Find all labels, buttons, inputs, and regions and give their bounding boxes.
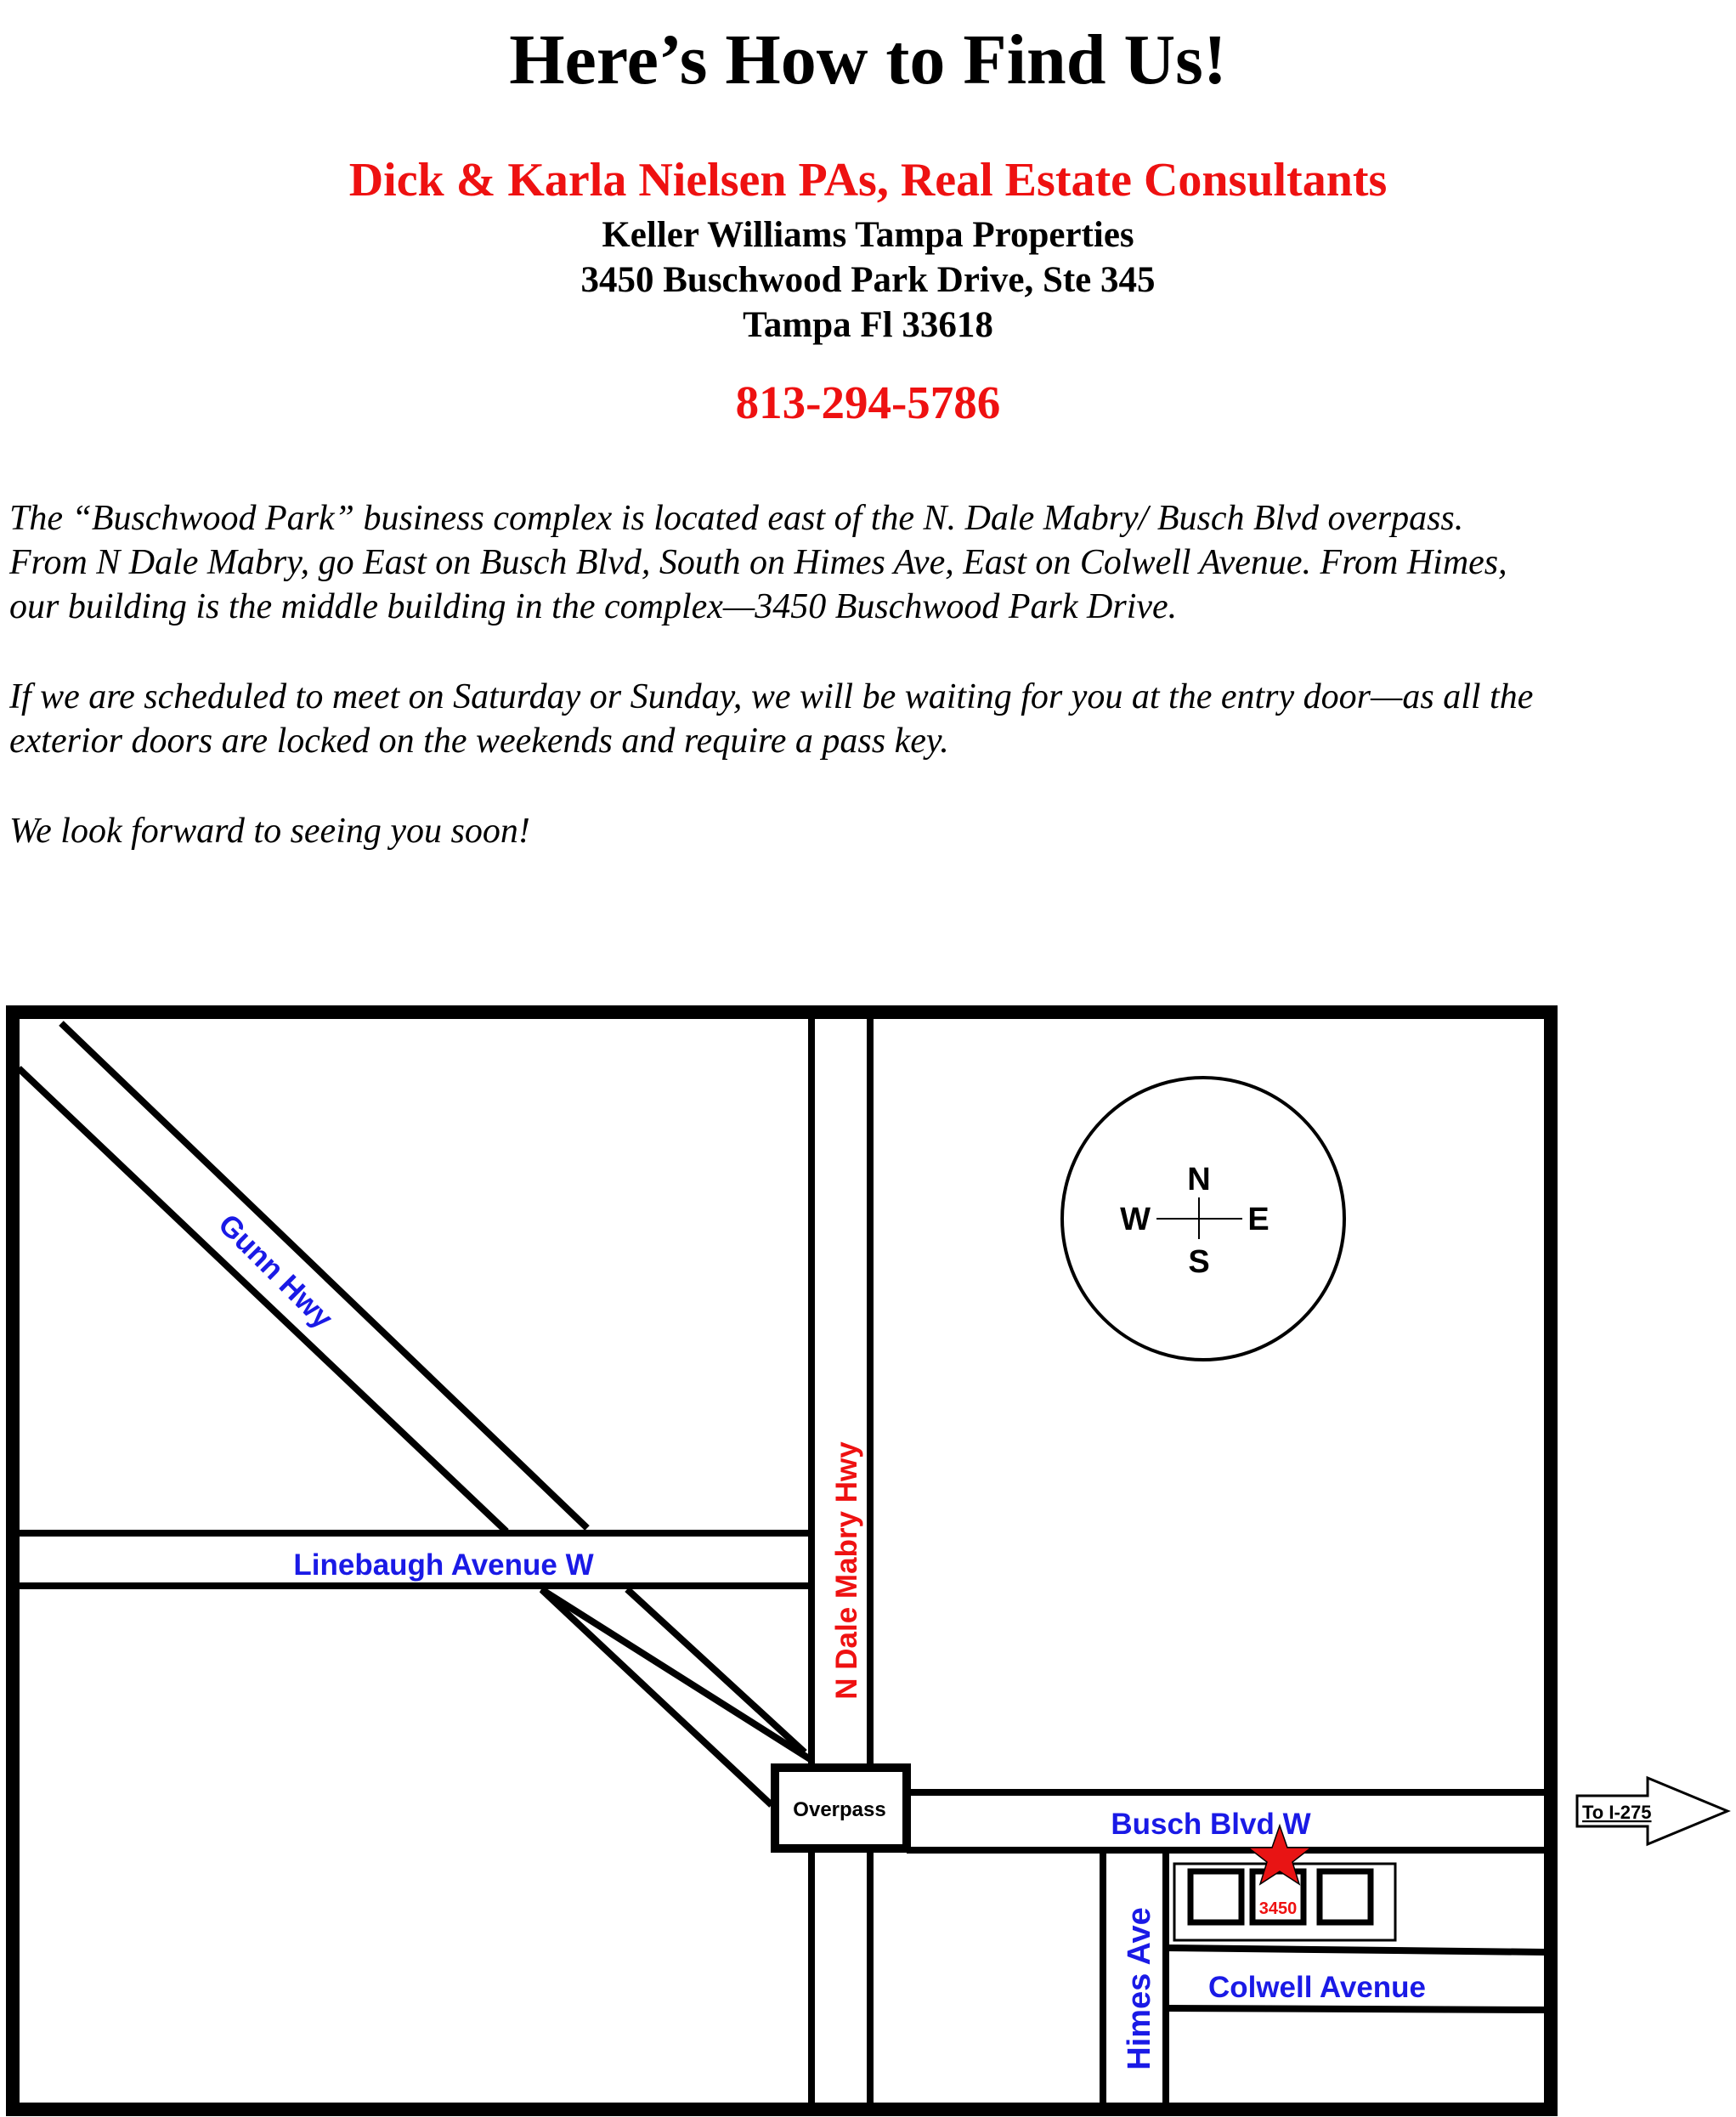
- colwell-ave-edge: [1166, 2008, 1545, 2010]
- street-address: 3450 Buschwood Park Drive, Ste 345: [580, 260, 1156, 300]
- colwell-ave-label: Colwell Avenue: [1207, 1971, 1427, 2004]
- building-east: [1320, 1871, 1371, 1922]
- compass-south: S: [1188, 1244, 1210, 1280]
- location-map: [0, 994, 1736, 2117]
- to-i275-label: To I-275: [1582, 1802, 1652, 1823]
- directions-line: our building is the middle building in the complex—3450 Buschwood Park Drive.: [9, 587, 1178, 626]
- gunn-hwy-edge: [541, 1589, 811, 1760]
- dale-mabry-label: N Dale Mabry Hwy: [830, 1441, 863, 1700]
- weekend-line: If we are scheduled to meet on Saturday or Sunday, we will be waiting for you at the entry door—as all the: [9, 677, 1534, 716]
- linebaugh-label: Linebaugh Avenue W: [293, 1548, 594, 1582]
- directions-paragraph: [9, 496, 1726, 629]
- gunn-hwy-label: Gunn Hwy: [212, 1208, 340, 1336]
- gunn-hwy-edge: [542, 1590, 772, 1805]
- company-name: Dick & Karla Nielsen PAs, Real Estate Consultants: [348, 154, 1388, 207]
- building-west: [1190, 1871, 1241, 1922]
- building-number-label: 3450: [1258, 1899, 1298, 1918]
- busch-blvd-label: Busch Blvd W: [1111, 1808, 1311, 1841]
- page-title: Here’s How to Find Us!: [509, 20, 1227, 99]
- brokerage-name: Keller Williams Tampa Properties: [602, 215, 1134, 255]
- overpass-label: Overpass: [793, 1798, 886, 1821]
- colwell-ave-edge: [1166, 1948, 1545, 1952]
- directions-line: From N Dale Mabry, go East on Busch Blvd, South on Himes Ave, East on Colwell Avenue. From Himes,: [9, 543, 1507, 582]
- phone-number[interactable]: 813-294-5786: [735, 376, 1001, 428]
- gunn-hwy-edge: [627, 1589, 805, 1752]
- closing-paragraph: [9, 809, 1726, 853]
- gunn-hwy-edge: [19, 1068, 506, 1531]
- weekend-paragraph: [9, 675, 1726, 763]
- gunn-hwy-edge: [61, 1023, 587, 1528]
- compass-east: E: [1247, 1202, 1269, 1237]
- compass-west: W: [1120, 1202, 1151, 1237]
- weekend-line: exterior doors are locked on the weekends and require a pass key.: [9, 722, 949, 761]
- compass-north: N: [1187, 1162, 1211, 1197]
- map-frame: [13, 1012, 1551, 2109]
- directions-line: The “Buschwood Park” business complex is located east of the N. Dale Mabry/ Busch Blvd overpass.: [9, 499, 1464, 538]
- himes-ave-label: Himes Ave: [1122, 1907, 1157, 2070]
- compass-icon: [1062, 1078, 1344, 1360]
- city-address: Tampa Fl 33618: [743, 305, 993, 345]
- closing-line: We look forward to seeing you soon!: [9, 812, 530, 851]
